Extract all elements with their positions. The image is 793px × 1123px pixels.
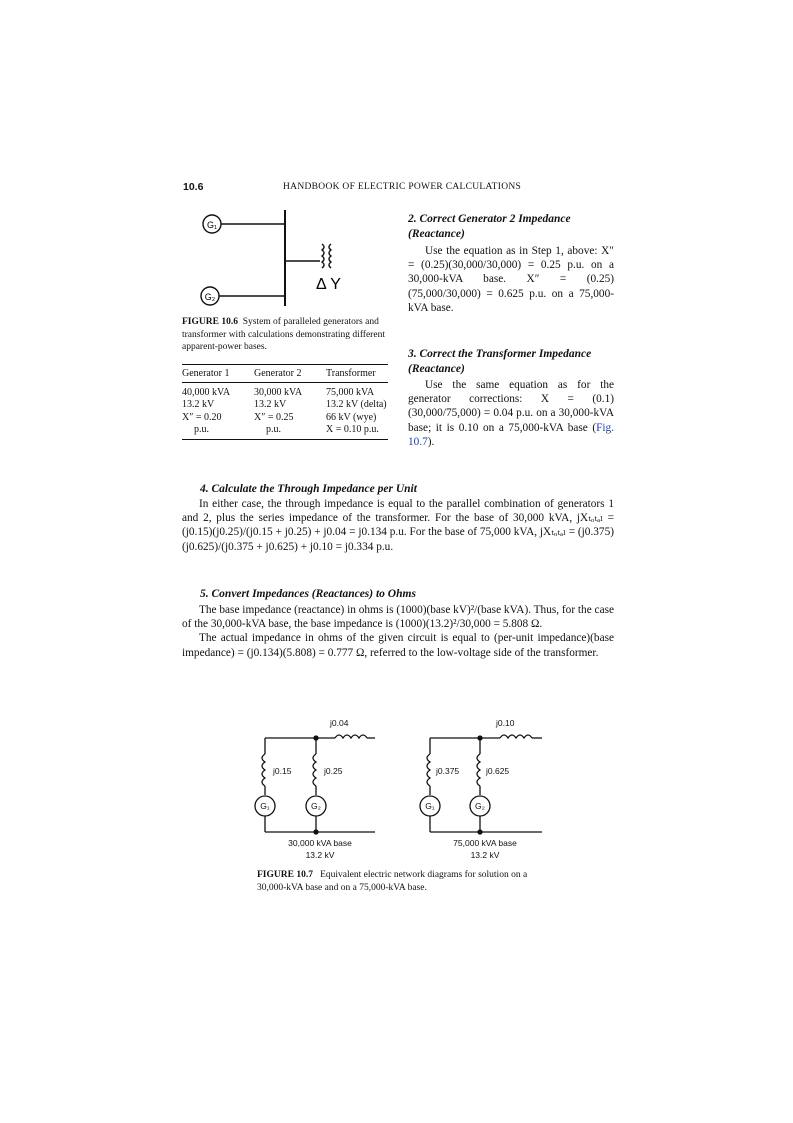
step-4-title: 4. Calculate the Through Impedance per Unit [200, 483, 417, 495]
step-3-text-end: ). [427, 435, 435, 448]
table-cell: 13.2 kV [182, 399, 215, 411]
table-cell: 40,000 kVA [182, 387, 231, 398]
step-3-paragraph [408, 378, 614, 449]
step-5-body [182, 603, 614, 660]
g2-reactance-label-right: j0.625 [486, 766, 510, 776]
figure-10-6-caption-label: FIGURE 10.6 [182, 317, 238, 327]
series-label-right: j0.10 [496, 718, 515, 728]
g1-reactor-left [262, 754, 265, 786]
step-4-body [182, 497, 614, 554]
series-reactor-right [500, 735, 532, 738]
figure-10-6-caption-text: System of paralleled generators and transformer with calculations demonstrating different apparent-power bases. [182, 317, 385, 352]
table-header-cell: Generator 2 [254, 368, 302, 379]
figure-10-6-diagram [195, 208, 395, 310]
step-5-paragraph-1: The base impedance (reactance) in ohms is (1000)(base kV)²/(base kVA). Thus, for the case of the 30,000-kVA base, the base impedance is (1000)(13.2)²/30,000 = 5.808 Ω. [182, 604, 614, 631]
table-cell: p.u. [194, 423, 209, 435]
figure-10-7-caption [257, 869, 547, 894]
page-number: 10.6 [183, 181, 204, 193]
g1-label-right: G₁ [425, 801, 435, 811]
step-2-title: 2. Correct Generator 2 Impedance (Reactance) [408, 213, 571, 240]
g2-reactor-right [477, 754, 480, 786]
figure-10-7-caption-text: Equivalent electric network diagrams for solution on a 30,000-kVA base and on a 75,000-kVA base. [257, 870, 528, 893]
g1-reactor-right [427, 754, 430, 786]
spec-table [182, 365, 388, 436]
table-cell: 13.2 kV [254, 399, 287, 411]
figure-10-7-caption-label: FIGURE 10.7 [257, 870, 313, 880]
figure-10-7-diagram [250, 712, 550, 867]
step-3-title: 3. Correct the Transformer Impedance (Reactance) [408, 348, 592, 375]
series-reactor-left [335, 735, 367, 738]
figure-10-6-caption [182, 316, 388, 354]
step-2-paragraph: Use the equation as in Step 1, above: X″ = (0.25)(30,000/30,000) = 0.25 p.u. on a 30,000-kVA base. X″ = (0.25)(75,000/30,000) = 0.625 p.u. on a 75,000-kVA base. [408, 245, 614, 314]
table-row [182, 387, 388, 399]
base-label-left-1: 30,000 kVA base [288, 838, 352, 848]
table-cell: 66 kV (wye) [326, 411, 377, 423]
g2-label-right: G₂ [475, 801, 485, 811]
series-label-left: j0.04 [330, 718, 349, 728]
table-cell: X″ = 0.25 [254, 411, 294, 423]
running-title: HANDBOOK OF ELECTRIC POWER CALCULATIONS [283, 182, 522, 192]
step-5-title: 5. Convert Impedances (Reactances) to Ohms [200, 588, 416, 600]
g2-label-left: G₂ [311, 801, 321, 811]
transformer-secondary-coil [329, 244, 331, 268]
g2-reactor-left [313, 754, 316, 786]
spec-table-wrap [182, 364, 388, 440]
spec-table-header [182, 365, 388, 383]
table-row [182, 424, 388, 436]
network-30000-kva [255, 735, 375, 834]
transformer-primary-coil [322, 244, 324, 268]
g1-reactance-label-left: j0.15 [273, 766, 292, 776]
fig-10-7-link[interactable]: Fig. 10.7 [408, 421, 614, 448]
step-5-paragraph-2: The actual impedance in ohms of the given circuit is equal to (per-unit impedance)(base impedance) = (j0.134)(5.808) = 0.777 Ω, referred to the low-voltage side of the transformer. [182, 632, 614, 659]
table-cell: p.u. [266, 423, 281, 435]
table-row [182, 399, 388, 411]
g1-label-left: G₁ [260, 801, 270, 811]
delta-wye-label: Δ Y [316, 276, 341, 293]
g1-reactance-label-right: j0.375 [436, 766, 460, 776]
table-header-cell: Transformer [326, 368, 376, 379]
step-3-text: Use the same equation as for the generator corrections: X = (0.1)(30,000/75,000) = 0.04 p.u. on a 30,000-kVA base; it is 0.10 on a 75,000-kVA base ( [408, 379, 614, 434]
g2-reactance-label-left: j0.25 [324, 766, 343, 776]
g2-label: G₂ [204, 292, 216, 302]
table-header-cell: Generator 1 [182, 368, 230, 379]
step-3-body [408, 378, 614, 449]
table-row [182, 412, 388, 424]
table-cell: X″ = 0.20 [182, 411, 222, 423]
g1-label: G₁ [206, 220, 218, 230]
base-label-right-1: 75,000 kVA base [453, 838, 517, 848]
step-4-paragraph: In either case, the through impedance is equal to the parallel combination of generators 1 and 2, plus the series impedance of the transformer. For the base of 30,000 kVA, jXₜₒₜₐₗ = (j0.15)(j0.25)/(j0.15 + j0.25) + j0.04 = j0.134 p.u. For the base of 75,000 kVA, jXₜₒₜₐₗ = (j0.375)(j0.625)/(j0.375 + j0.625) + j0.10 = j0.334 p.u. [182, 498, 614, 553]
table-cell: X = 0.10 p.u. [326, 423, 379, 435]
table-cell: 13.2 kV (delta) [326, 399, 387, 411]
table-cell: 75,000 kVA [326, 387, 375, 398]
table-cell: 30,000 kVA [254, 387, 303, 398]
network-75000-kva [420, 735, 542, 834]
base-label-right-2: 13.2 kV [470, 850, 500, 860]
step-2-body [408, 244, 614, 315]
base-label-left-2: 13.2 kV [305, 850, 335, 860]
